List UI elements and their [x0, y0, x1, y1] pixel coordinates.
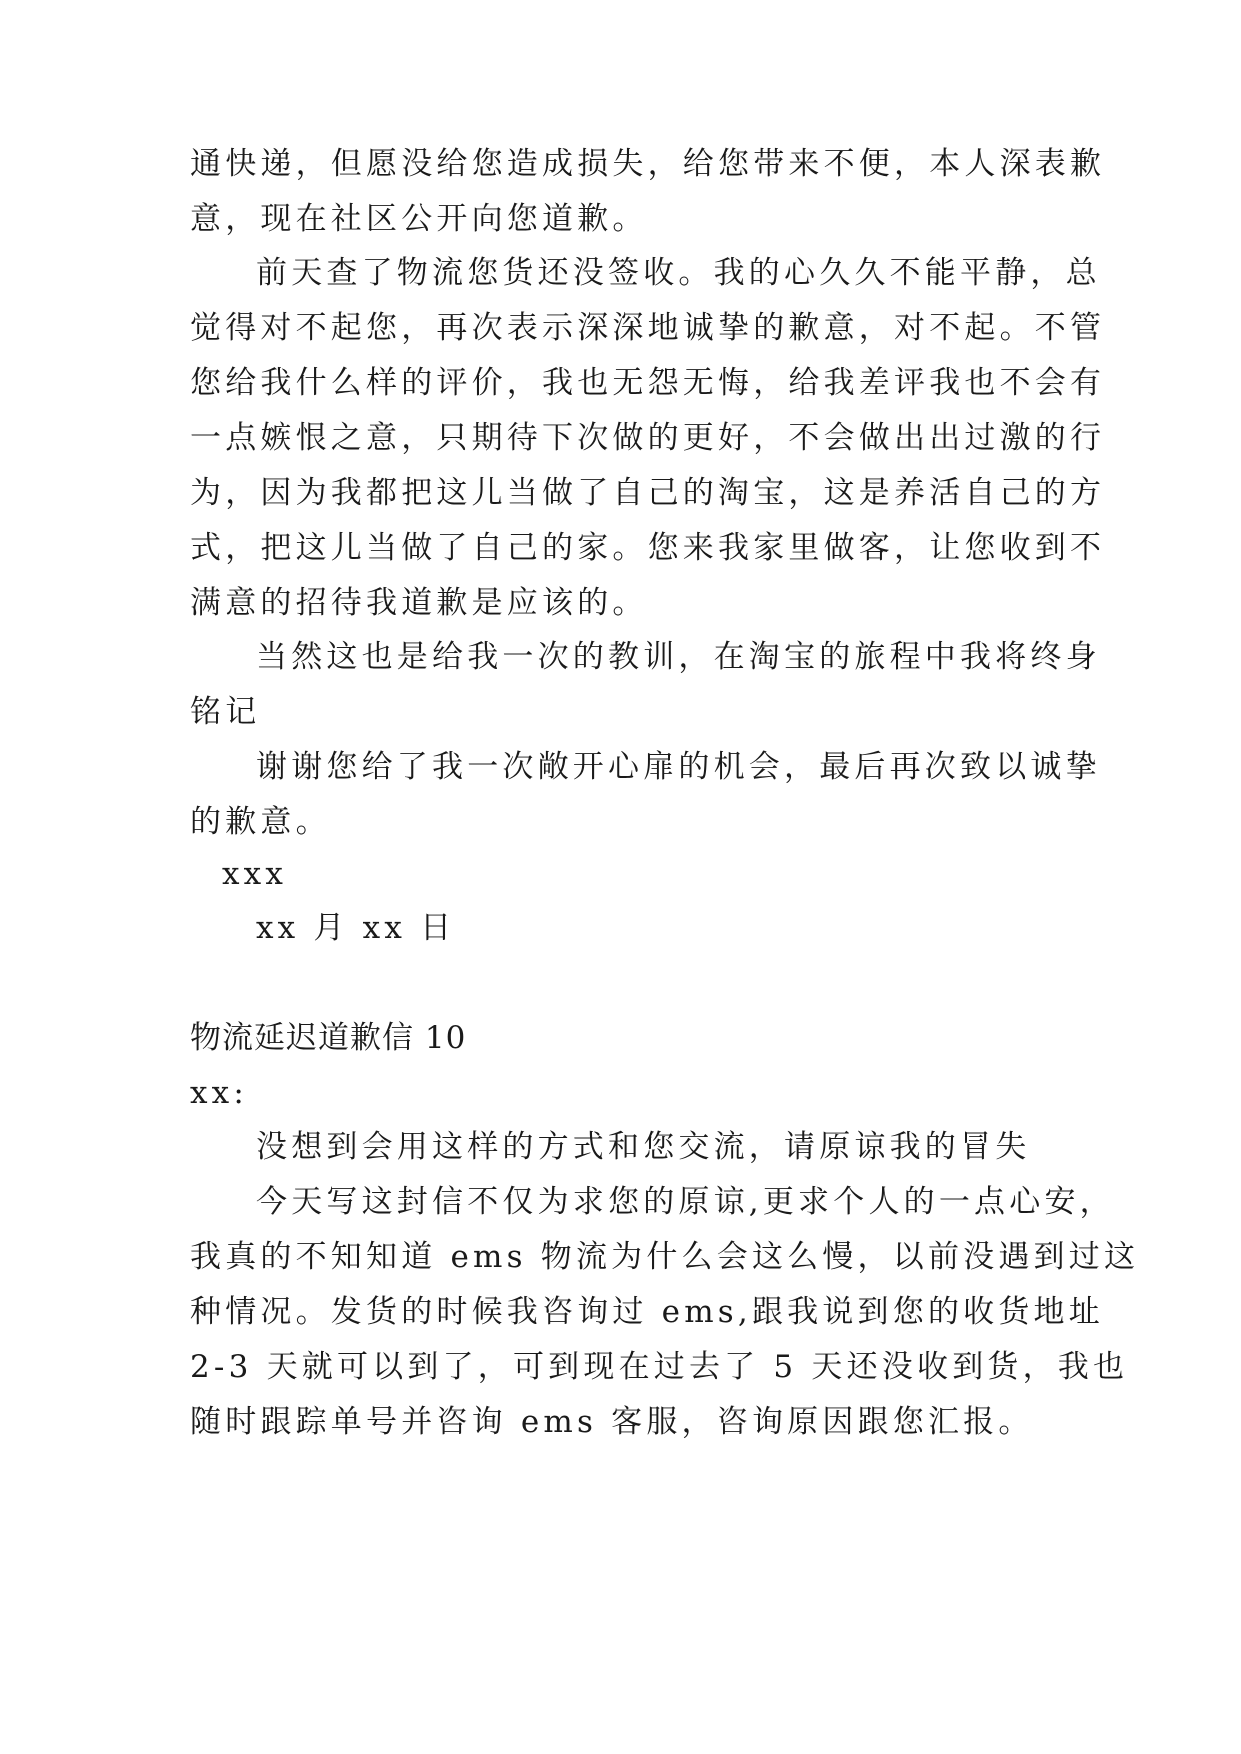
letter9-p2-line-4: 一点嫉恨之意，只期待下次做的更好，不会做出出过激的行 — [190, 420, 1106, 456]
letter10-p2-line-2: 我真的不知知道 ems 物流为什么会这么慢，以前没遇到过这 — [190, 1239, 1140, 1275]
letter9-signature: xxx — [222, 856, 288, 892]
letter9-intro-line-2: 意，现在社区公开向您道歉。 — [190, 201, 648, 237]
letter10-p2-line-4: 2-3 天就可以到了，可到现在过去了 5 天还没收到货，我也 — [190, 1349, 1129, 1385]
letter9-p2-line-6: 式，把这儿当做了自己的家。您来我家里做客，让您收到不 — [190, 530, 1106, 566]
letter10-p2-line-5: 随时跟踪单号并咨询 ems 客服，咨询原因跟您汇报。 — [190, 1404, 1034, 1440]
letter9-p2-line-5: 为，因为我都把这儿当做了自己的淘宝，这是养活自己的方 — [190, 475, 1106, 511]
letter10-p2-line-3: 种情况。发货的时候我咨询过 ems,跟我说到您的收货地址 — [190, 1294, 1104, 1330]
letter9-p3-line-1: 当然这也是给我一次的教训，在淘宝的旅程中我将终身 — [256, 639, 1101, 675]
letter9-p2-line-1: 前天查了物流您货还没签收。我的心久久不能平静，总 — [256, 255, 1101, 291]
letter10-p2-line-1: 今天写这封信不仅为求您的原谅,更求个人的一点心安， — [256, 1184, 1115, 1220]
letter9-p2-line-7: 满意的招待我道歉是应该的。 — [190, 585, 648, 621]
letter10-title: 物流延迟道歉信 10 — [190, 1020, 467, 1056]
letter9-p2-line-2: 觉得对不起您，再次表示深深地诚挚的歉意，对不起。不管 — [190, 310, 1106, 346]
letter9-date: xx 月 xx 日 — [256, 910, 456, 946]
letter10-salutation: xx: — [190, 1075, 249, 1111]
letter9-p2-line-3: 您给我什么样的评价，我也无怨无悔，给我差评我也不会有 — [190, 365, 1106, 401]
letter9-intro-line-1: 通快递，但愿没给您造成损失，给您带来不便，本人深表歉 — [190, 146, 1106, 182]
letter9-p4-line-2: 的歉意。 — [190, 804, 331, 840]
letter10-p1: 没想到会用这样的方式和您交流，请原谅我的冒失 — [256, 1129, 1031, 1165]
letter9-p4-line-1: 谢谢您给了我一次敞开心扉的机会，最后再次致以诚挚 — [256, 749, 1101, 785]
letter9-p3-line-2: 铭记 — [190, 694, 261, 730]
